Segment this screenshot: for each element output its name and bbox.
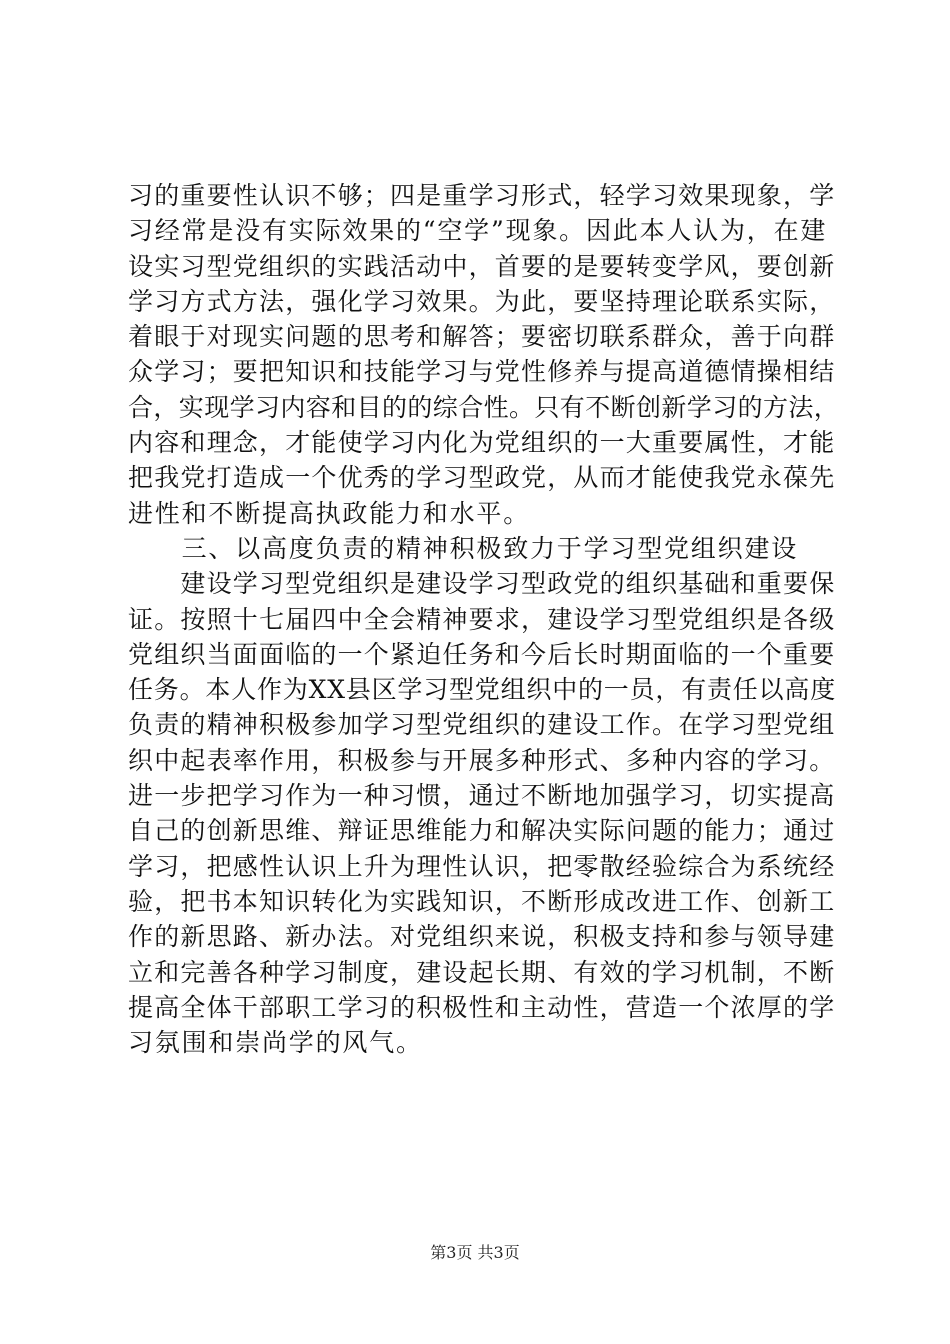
page-number: 第3页 共3页 xyxy=(430,1243,520,1262)
text-line: 验，把书本知识转化为实践知识，不断形成改进工作、创新工 xyxy=(128,886,836,916)
text-line: 内容和理念，才能使学习内化为党组织的一大重要属性，才能 xyxy=(128,428,836,458)
text-line: 建设学习型党组织是建设学习型政党的组织基础和重要保 xyxy=(128,569,836,599)
text-line: 把我党打造成一个优秀的学习型政党，从而才能使我党永葆先 xyxy=(128,463,836,493)
text-line: 作的新思路、新办法。对党组织来说，积极支持和参与领导建 xyxy=(128,922,836,952)
text-line: 任务。本人作为XX县区学习型党组织中的一员，有责任以高度 xyxy=(128,675,836,705)
text-line: 织中起表率作用，积极参与开展多种形式、多种内容的学习。 xyxy=(128,745,836,775)
text-line: 习氛围和崇尚学的风气。 xyxy=(128,1028,423,1058)
text-line: 学习方式方法，强化学习效果。为此，要坚持理论联系实际， xyxy=(128,286,836,316)
text-line: 学习，把感性认识上升为理性认识，把零散经验综合为系统经 xyxy=(128,851,836,881)
text-line: 证。按照十七届四中全会精神要求，建设学习型党组织是各级 xyxy=(128,604,836,634)
text-line: 自己的创新思维、辩证思维能力和解决实际问题的能力；通过 xyxy=(128,816,836,846)
body-text xyxy=(128,178,840,1060)
text-line: 进性和不断提高执政能力和水平。 xyxy=(128,498,531,528)
text-line: 众学习；要把知识和技能学习与党性修养与提高道德情操相结 xyxy=(128,357,836,387)
text-line: 进一步把学习作为一种习惯，通过不断地加强学习，切实提高 xyxy=(128,781,836,811)
text-line: 合，实现学习内容和目的的综合性。只有不断创新学习的方法， xyxy=(128,392,840,422)
text-line: 设实习型党组织的实践活动中，首要的是要转变学风，要创新 xyxy=(128,251,836,281)
text-line: 负责的精神积极参加学习型党组织的建设工作。在学习型党组 xyxy=(128,710,836,740)
text-line: 党组织当面面临的一个紧迫任务和今后长时期面临的一个重要 xyxy=(128,639,836,669)
text-line: 习的重要性认识不够；四是重学习形式，轻学习效果现象，学 xyxy=(128,181,836,210)
text-line: 习经常是没有实际效果的“空学”现象。因此本人认为，在建 xyxy=(128,216,828,246)
text-line: 提高全体干部职工学习的积极性和主动性，营造一个浓厚的学 xyxy=(128,992,836,1022)
text-line: 着眼于对现实问题的思考和解答；要密切联系群众，善于向群 xyxy=(128,322,836,352)
section-heading: 三、以高度负责的精神积极致力于学习型党组织建设 xyxy=(128,533,799,563)
text-line: 立和完善各种学习制度，建设起长期、有效的学习机制，不断 xyxy=(128,957,836,987)
